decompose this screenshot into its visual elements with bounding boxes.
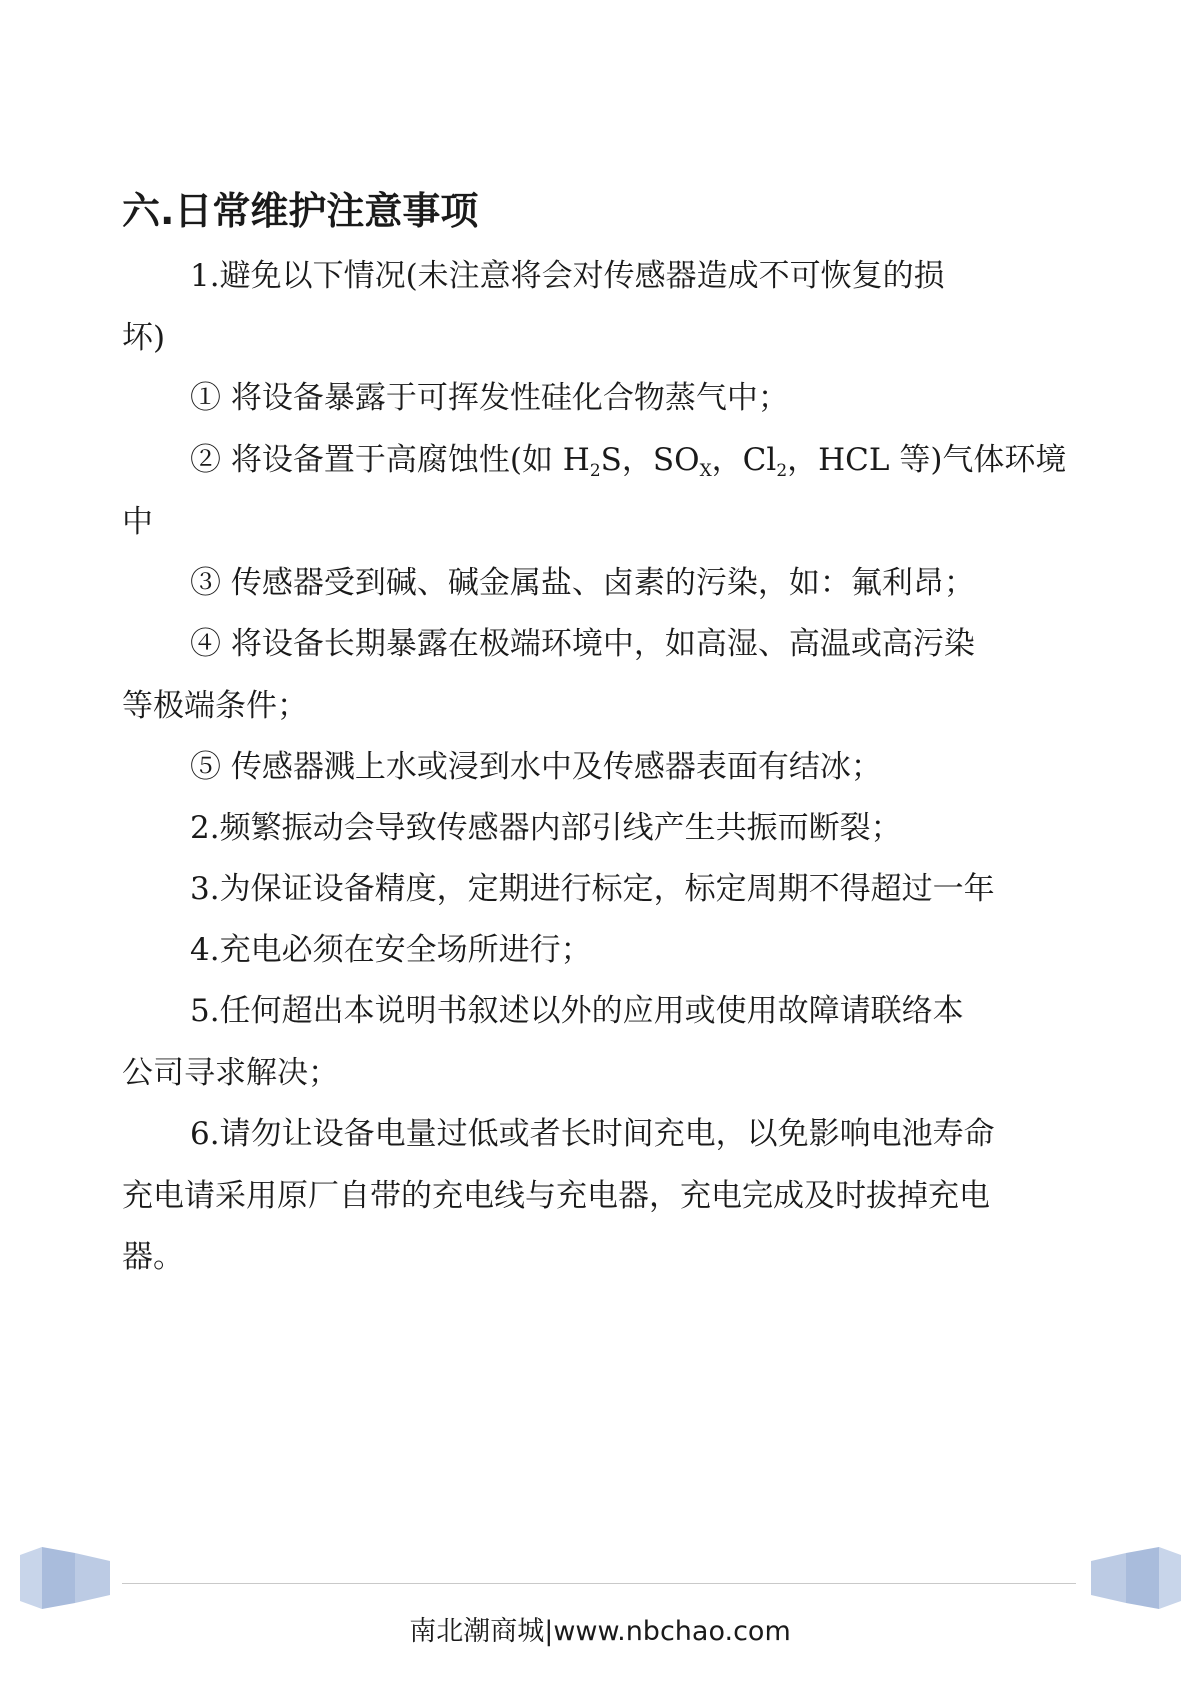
paragraph-2: 2.频繁振动会导致传感器内部引线产生共振而断裂； [190, 810, 902, 846]
subscript-sox: X [699, 461, 712, 481]
subscript-h2s: 2 [589, 461, 601, 481]
caution-item-4-line-2: 等极端条件； [122, 688, 308, 724]
caution-item-1: ① 将设备暴露于可挥发性硅化合物蒸气中； [190, 380, 789, 416]
caution-item-3: ③ 传感器受到碱、碱金属盐、卤素的污染，如：氟利昂； [190, 565, 975, 601]
footer-brand: 南北潮商城|www.nbchao.com [409, 1616, 791, 1647]
footer-ribbon-left-icon [20, 1543, 110, 1613]
paragraph-3: 3.为保证设备精度，定期进行标定，标定周期不得超过一年 [190, 871, 995, 907]
paragraph-6-line-2: 充电请采用原厂自带的充电线与充电器，充电完成及时拔掉充电 [122, 1178, 990, 1214]
caution-item-2-line-2: 中 [122, 504, 153, 540]
subscript-cl2: 2 [776, 461, 788, 481]
caution-item-5: ⑤ 传感器溅上水或浸到水中及传感器表面有结冰； [190, 749, 882, 785]
footer-ribbon-right-icon [1091, 1543, 1181, 1613]
page-title: 六.日常维护注意事项 [122, 189, 479, 233]
footer-divider [122, 1583, 1076, 1584]
paragraph-6: 6.请勿让设备电量过低或者长时间充电，以免影响电池寿命 [190, 1116, 995, 1152]
caution-item-2-text-d: ，HCL 等)气体环境 [787, 442, 1067, 478]
paragraph-6-line-3: 器。 [122, 1239, 184, 1275]
caution-item-2-text-c: ，Cl [711, 442, 777, 478]
caution-item-2 [190, 440, 1066, 491]
caution-item-2-text-b: S，SO [600, 442, 700, 478]
intro-line-1: 1.避免以下情况(未注意将会对传感器造成不可恢复的损 [190, 258, 945, 294]
caution-item-2-text-a: ② 将设备置于高腐蚀性(如 H [190, 442, 590, 478]
paragraph-5: 5.任何超出本说明书叙述以外的应用或使用故障请联络本 [190, 993, 964, 1029]
caution-item-4: ④ 将设备长期暴露在极端环境中，如高湿、高温或高污染 [190, 626, 975, 662]
paragraph-4: 4.充电必须在安全场所进行； [190, 932, 592, 968]
paragraph-5-line-2: 公司寻求解决； [122, 1055, 339, 1091]
intro-line-2: 坏) [122, 320, 166, 356]
